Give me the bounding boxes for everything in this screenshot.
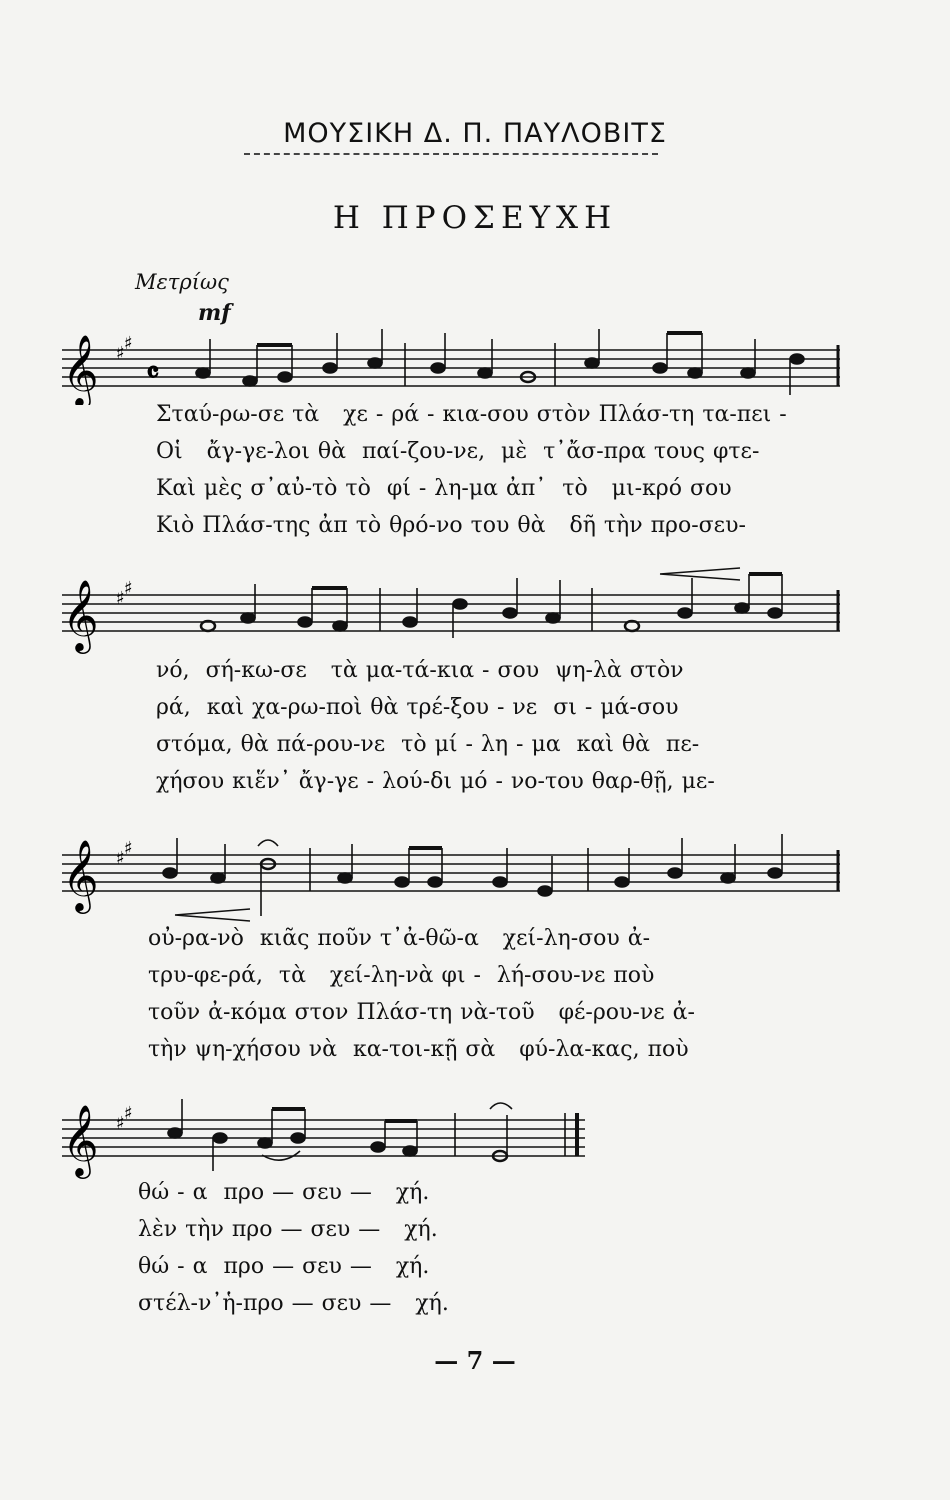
svg-text:𝄴: 𝄴 — [146, 356, 160, 391]
svg-text:♯: ♯ — [116, 1113, 125, 1134]
lyrics-system-3 — [148, 920, 695, 1068]
lyric-line: ρά, καὶ χα-ρω-ποὶ θὰ τρέ-ξου - νε σι - μά-σου — [156, 695, 679, 720]
lyric-line: Οἱ ἄγ-γε-λοι θὰ παί-ζου-νε, μὲ τ᾽ἄσ-πρα τους φτε- — [156, 439, 760, 464]
lyrics-system-4 — [138, 1174, 449, 1322]
svg-text:♯: ♯ — [116, 343, 125, 364]
song-title: Η ΠΡΟΣΕΥΧΗ — [332, 200, 618, 236]
lyric-line: Καὶ μὲς σ᾽αὐ-τὸ τὸ φί - λη-μα ἀπ᾽ τὸ μι-κρό σου — [156, 476, 732, 501]
lyric-line: στόμα, θὰ πά-ρου-νε τὸ μί - λη - μα καὶ θὰ πε- — [156, 732, 700, 757]
svg-text:𝄞: 𝄞 — [62, 578, 99, 651]
music-staff-2 — [0, 560, 950, 660]
page-header: ΜΟΥΣΙΚΗ Δ. Π. ΠΑΥΛΟΒΙΤΣ — [283, 118, 667, 149]
music-staff-4 — [0, 1085, 950, 1185]
svg-text:♯: ♯ — [116, 588, 125, 609]
lyric-line: Σταύ-ρω-σε τὰ χε - ρά - κια-σου στὸν Πλάσ-τη τα-πει - — [156, 402, 787, 427]
page-number: — 7 — — [434, 1346, 516, 1375]
svg-text:𝄞: 𝄞 — [62, 333, 99, 405]
lyric-line: τοῦν ἀ-κόμα στον Πλάσ-τη νὰ-τοῦ φέ-ρου-νε ἀ- — [148, 1000, 695, 1025]
lyric-line: στέλ-ν᾽ἡ-προ — σευ — χή. — [138, 1291, 449, 1316]
music-staff-3 — [0, 820, 950, 930]
header-underline — [244, 153, 658, 155]
lyrics-system-1 — [156, 396, 787, 544]
svg-text:♯: ♯ — [124, 333, 133, 354]
lyric-line: λὲν τὴν προ — σευ — χή. — [138, 1217, 438, 1242]
svg-text:♯: ♯ — [124, 1103, 133, 1124]
music-staff-1 — [0, 315, 950, 405]
svg-text:♯: ♯ — [124, 838, 133, 859]
lyric-line: τὴν ψη-χήσου νὰ κα-τοι-κῇ σὰ φύ-λα-κας, ποὺ — [148, 1037, 689, 1062]
lyrics-system-2 — [156, 652, 715, 800]
lyric-line: τρυ-φε-ρά, τὰ χεί-λη-νὰ φι - λή-σου-νε ποὺ — [148, 963, 655, 988]
lyric-line: Κιὸ Πλάσ-της ἀπ τὸ θρό-νο του θὰ δῆ τὴν προ-σευ- — [156, 513, 746, 538]
dynamic-marking: mf — [198, 300, 231, 326]
lyric-line: οὐ-ρα-νὸ κιᾶς ποῦν τ᾽ἀ-θῶ-α χεί-λη-σου ἀ- — [148, 926, 651, 951]
lyric-line: θώ - α προ — σευ — χή. — [138, 1254, 430, 1279]
svg-text:♯: ♯ — [124, 578, 133, 599]
tempo-marking: Μετρίως — [135, 270, 229, 294]
svg-text:𝄞: 𝄞 — [62, 1103, 99, 1176]
svg-text:♯: ♯ — [116, 848, 125, 869]
lyric-line: θώ - α προ — σευ — χή. — [138, 1180, 430, 1205]
lyric-line: νό, σή-κω-σε τὰ μα-τά-κια - σου ψη-λὰ στὸν — [156, 658, 684, 683]
svg-text:𝄞: 𝄞 — [62, 838, 99, 911]
lyric-line: χήσου κιἕν᾽ ἄγ-γε - λού-δι μό - νο-του θαρ-θῇ, με- — [156, 769, 715, 794]
